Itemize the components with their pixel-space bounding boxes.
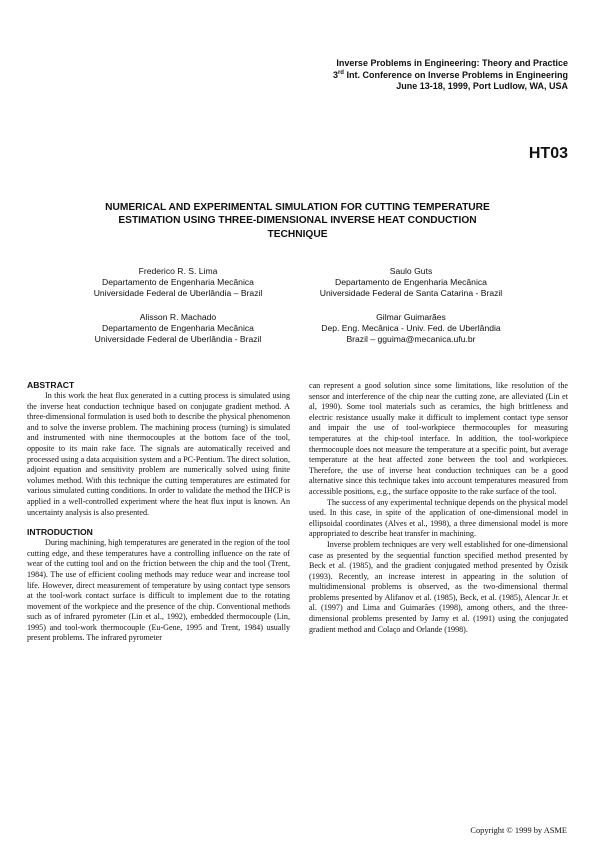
author-block <box>43 266 313 299</box>
body-paragraph: Inverse problem techniques are very well established for one-dimensional case as presented by the sequential function specified method presented by Beck et al. (1985), and the gradient conjugated method presented by Özisik (1993). Recently, an increase interest in appearing in the solution of multidimensional problems is observed, as the two-dimensional thermal problems presented by Alifanov et al. (1985), Beck, et al. (1985), Alencar Jr. et al. (1997) and Lima and Guimarães (1998), among others, and the three-dimensional problems presented by Jarny et al. (1991) using the conjugated gradient method and Colaço and Orlande (1998). <box>309 539 568 634</box>
author-block <box>43 312 313 345</box>
copyright-notice: Copyright © 1999 by ASME <box>470 826 567 835</box>
author-name: Gilmar Guimarães <box>376 312 446 322</box>
body-paragraph: can represent a good solution since some limitations, like resolution of the sensor and interference of the chip near the cutting zone, are alleviated (Lin et al, 1990). Some tool materials such as ceramics, the high brittleness and electric resistance usually make it difficult to implement contact type sensor and impair the use of tool-workpiece thermocouples for measuring temperatures at the chip-tool interface. In addition, the tool-workpiece thermocouple does not measure the temperature at a specific point, but average temperature at the heat affected zone between the tool and workpieces. Therefore, the use of inverse heat conduction techniques can be a good alternative since this technique takes into account temperatures measured from accessible positions, e.g., the surface opposite to the rake surface of the tool. <box>309 381 568 496</box>
author-institution: Brazil – gguima@mecanica.ufu.br <box>346 334 476 344</box>
body-paragraph: The success of any experimental technique depends on the physical model used. In this case, in spite of the application of one-dimensional model in ellipsoidal coordinates (Alves et al., 1998), a three dimensional model is more appropriated to describe heat transfer in machining. <box>309 497 568 539</box>
author-institution: Universidade Federal de Uberlândia - Brazil <box>94 334 262 344</box>
introduction-heading: INTRODUCTION <box>27 527 93 538</box>
author-institution: Universidade Federal de Santa Catarina - Brazil <box>319 288 503 298</box>
author-institution: Universidade Federal de Uberlândia – Brazil <box>93 288 263 298</box>
conference-edition <box>238 70 568 82</box>
paper-title-line: ESTIMATION USING THREE-DIMENSIONAL INVERSE HEAT CONDUCTION <box>118 215 477 227</box>
conference-title: Inverse Problems in Engineering: Theory and Practice <box>336 58 568 68</box>
conference-header <box>238 58 568 93</box>
conference-date-location: June 13-18, 1999, Port Ludlow, WA, USA <box>396 81 568 91</box>
author-name: Saulo Guts <box>389 266 433 276</box>
author-name: Alisson R. Machado <box>139 312 217 322</box>
conference-edition-number: 3 <box>332 69 338 80</box>
right-column <box>309 381 568 635</box>
author-department: Dep. Eng. Mecânica - Univ. Fed. de Uberlândia <box>321 323 501 333</box>
conference-edition-name: Int. Conference on Inverse Problems in Engineering <box>343 69 568 80</box>
author-department: Departamento de Engenharia Mecânica <box>102 277 254 287</box>
paper-title-line: TECHNIQUE <box>267 228 328 240</box>
author-department: Departamento de Engenharia Mecânica <box>102 323 254 333</box>
author-block <box>276 266 546 299</box>
paper-title-line: NUMERICAL AND EXPERIMENTAL SIMULATION FOR CUTTING TEMPERATURE <box>105 202 490 213</box>
introduction-text: During machining, high temperatures are generated in the region of the tool cutting edge, and these temperatures have a controlling influence on the rate of wear of the cutting tool and on the friction between the chip and the tool (Trent, 1984). The use of efficient cooling methods may reduce wear and increase tool life. However, direct measurement of temperature by using contact type sensors at the tool-work contact surface is difficult to implement due to the rotating movement of the workpiece and the presence of the chip. Conventional methods such as of infrared pyrometer (Lin et al., 1992), embedded thermocouple (Lin, 1995) and tool-work thermocouple (Eu-Gene, 1995 and Trent, 1984) usually present problems. The infrared pyrometer <box>27 538 290 643</box>
author-name: Frederico R. S. Lima <box>138 266 218 276</box>
left-column <box>27 380 290 644</box>
paper-id: HT03 <box>528 145 568 162</box>
paper-title <box>50 201 545 241</box>
abstract-text: In this work the heat flux generated in a cutting process is simulated using the inverse heat conduction technique based on conjugate gradient method. A three-dimensional formulation is used both to describe the physical phenomenon and to solve the inverse problem. The machining process (turning) is simulated and instrumented with nine thermocouples at the bottom face of the tool, opposite to its main rake face. The signals are automatically received and processed using a data acquisition system and a PC-Pentium. The direct solution, adjoint equation and sensitivity problem are numerically solved using finite volumes method. With this technique the cutting temperatures are estimated for various simulated cutting conditions. In order to validate the method the IHCP is applied in a well-controlled experiment where the heat flux input is known. An uncertainty analysis is also presented. <box>27 391 290 517</box>
author-block <box>276 312 546 345</box>
abstract-heading: ABSTRACT <box>27 380 75 390</box>
author-department: Departamento de Engenharia Mecânica <box>335 277 487 287</box>
conference-edition-ordinal: rd <box>337 69 344 76</box>
